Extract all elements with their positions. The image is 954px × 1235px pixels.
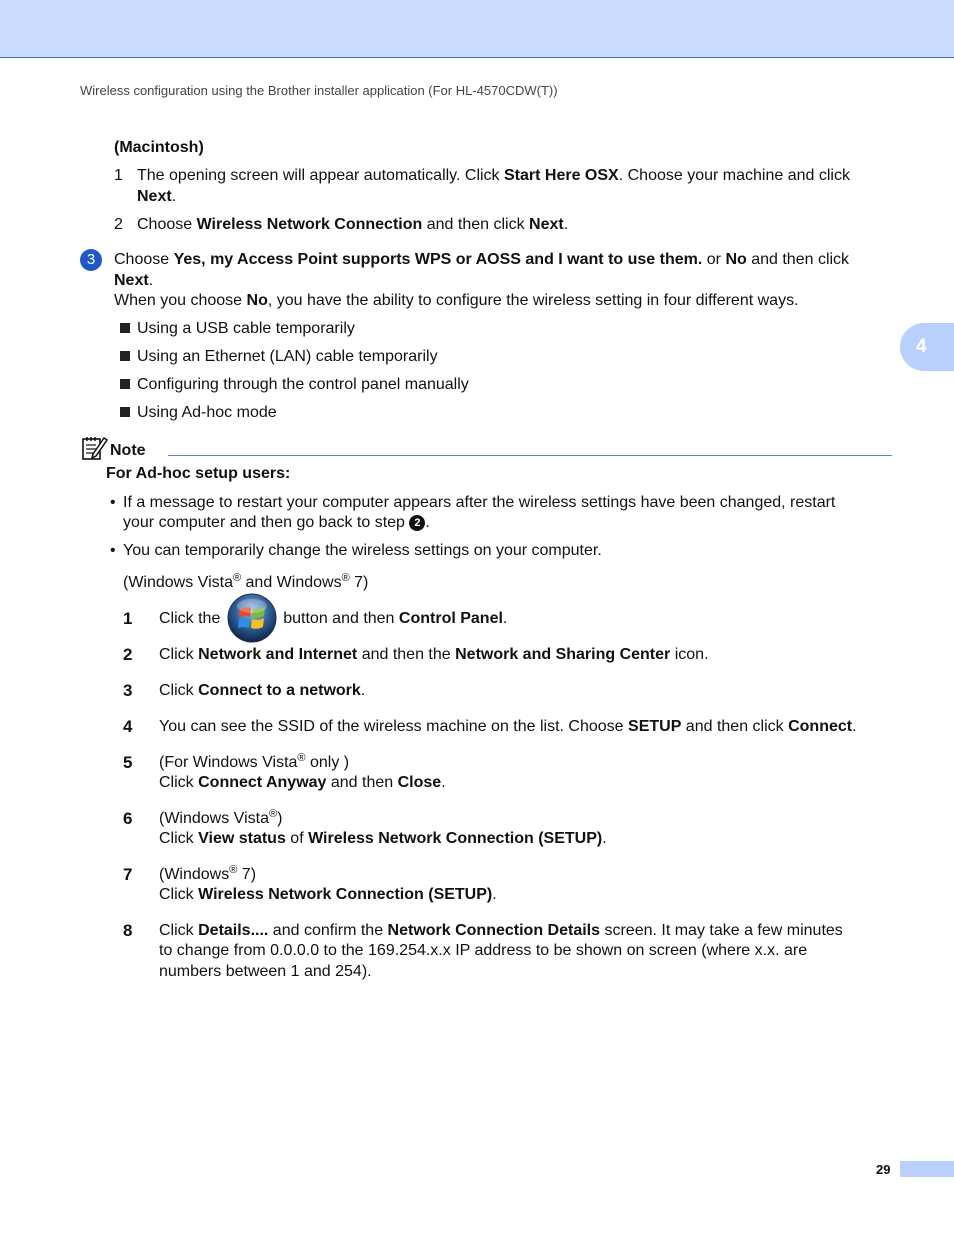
bullet-dot: • — [110, 542, 116, 559]
win-step-6-os: (Windows Vista®) — [159, 808, 283, 827]
bullet-item: Using an Ethernet (LAN) cable temporarily — [120, 347, 438, 368]
note-bullet-1-cont: your computer and then go back to step 2 . — [123, 514, 430, 531]
win-step-8-text-end: numbers between 1 and 254). — [159, 963, 372, 980]
bullet-item: Using Ad-hoc mode — [120, 403, 277, 424]
square-bullet-icon — [120, 351, 130, 361]
step-3-choice-text: When you choose No, you have the ability to configure the wireless setting in four different ways. — [114, 292, 799, 309]
win-step-3-text: Click Connect to a network. — [159, 682, 366, 699]
win-step-8-text-cont: to change from 0.0.0.0 to the 169.254.x.x IP address to be shown on screen (where x.x. are — [159, 942, 808, 959]
win-step-8-text: Click Details.... and confirm the Network Connection Details screen. It may take a few minutes — [159, 922, 843, 939]
mac-step-1-number: 1 — [114, 167, 123, 184]
note-bullet-2: You can temporarily change the wireless settings on your computer. — [123, 542, 602, 559]
win-step-4-number: 4 — [123, 717, 133, 736]
macintosh-heading: (Macintosh) — [114, 139, 204, 156]
os-version-line: (Windows Vista® and Windows® 7) — [123, 572, 369, 591]
step-3-text: Choose Yes, my Access Point supports WPS or AOSS and I want to use them. or No and then click — [114, 251, 850, 268]
win-step-5-text: Click Connect Anyway and then Close. — [159, 774, 446, 791]
step-ref-marker: 2 — [409, 515, 425, 531]
win-step-6-text: Click View status of Wireless Network Connection (SETUP). — [159, 830, 607, 847]
win-step-8-number: 8 — [123, 921, 133, 940]
bullet-item: Configuring through the control panel manually — [120, 375, 469, 396]
win-step-7-text: Click Wireless Network Connection (SETUP). — [159, 886, 497, 903]
note-label: Note — [110, 442, 146, 459]
windows-start-button-icon — [227, 593, 277, 643]
bullet-dot: • — [110, 494, 116, 511]
win-step-6-number: 6 — [123, 809, 133, 828]
win-step-2-text: Click Network and Internet and then the Network and Sharing Center icon. — [159, 646, 709, 663]
win-step-3-number: 3 — [123, 681, 133, 700]
win-step-2-number: 2 — [123, 645, 133, 664]
square-bullet-icon — [120, 323, 130, 333]
step-3-text-cont: Next. — [114, 272, 154, 289]
mac-step-2-text: Choose Wireless Network Connection and then click Next. — [137, 216, 569, 233]
page-number: 29 — [876, 1162, 891, 1177]
win-step-1-text: Click the button and then Control Panel. — [159, 609, 507, 630]
mac-step-2-number: 2 — [114, 216, 123, 233]
note-pad-icon — [80, 434, 108, 462]
win-step-5-os: (For Windows Vista® only ) — [159, 752, 350, 771]
win-step-4-text: You can see the SSID of the wireless machine on the list. Choose SETUP and then click Connect. — [159, 718, 857, 735]
win-step-7-number: 7 — [123, 865, 133, 884]
win-step-1-number: 1 — [123, 609, 133, 628]
square-bullet-icon — [120, 379, 130, 389]
note-bullet-1: If a message to restart your computer appears after the wireless settings have been changed, restart — [123, 494, 836, 511]
top-header-band — [0, 0, 954, 58]
step-3-marker: 3 — [80, 249, 102, 271]
mac-step-1-text: The opening screen will appear automatically. Click Start Here OSX. Choose your machine and click — [137, 167, 850, 184]
square-bullet-icon — [120, 407, 130, 417]
footer-accent-bar — [900, 1161, 954, 1177]
chapter-tab: 4 — [900, 323, 954, 371]
mac-step-1-text-cont: Next. — [137, 188, 177, 205]
note-divider — [168, 455, 892, 456]
bullet-item: Using a USB cable temporarily — [120, 319, 355, 340]
running-header: Wireless configuration using the Brother installer application (For HL-4570CDW(T)) — [80, 83, 558, 98]
note-heading: For Ad-hoc setup users: — [106, 465, 291, 482]
win-step-5-number: 5 — [123, 753, 133, 772]
win-step-7-os: (Windows® 7) — [159, 864, 257, 883]
